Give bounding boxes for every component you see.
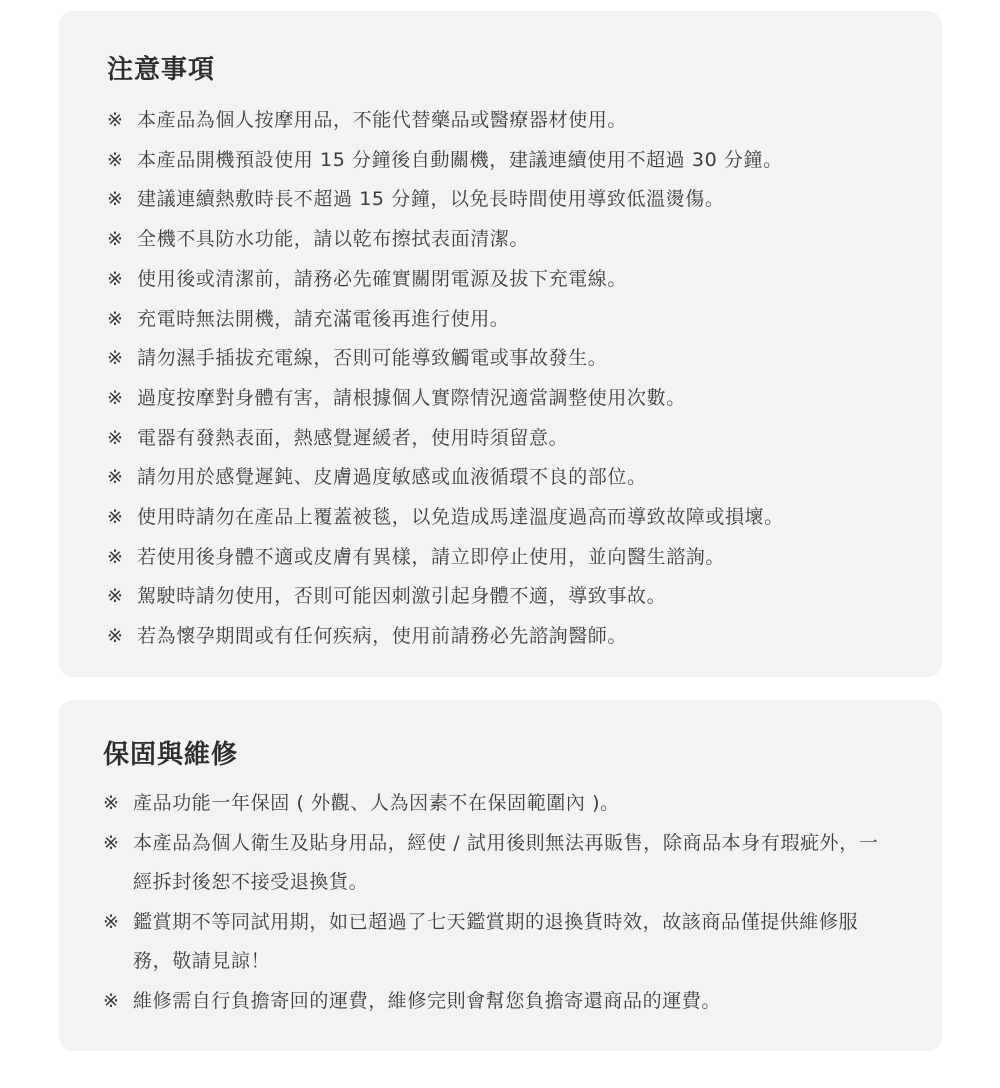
reference-mark-icon: ※ bbox=[107, 267, 124, 290]
notes-card bbox=[59, 11, 942, 677]
list-item bbox=[107, 141, 882, 181]
reference-mark-icon: ※ bbox=[107, 545, 124, 568]
warranty-list bbox=[103, 784, 886, 1021]
list-item-text: 若為懷孕期間或有任何疾病，使用前請務必先諮詢醫師。 bbox=[137, 625, 628, 648]
reference-mark-icon: ※ bbox=[107, 228, 124, 251]
reference-mark-icon: ※ bbox=[107, 506, 124, 529]
warranty-card bbox=[59, 700, 942, 1051]
list-item-text: 請勿濕手插拔充電線，否則可能導致觸電或事故發生。 bbox=[137, 347, 608, 370]
list-item-text: 充電時無法開機，請充滿電後再進行使用。 bbox=[137, 307, 510, 330]
list-item-text: 請勿用於感覺遲鈍、皮膚過度敏感或血液循環不良的部位。 bbox=[137, 466, 647, 489]
warranty-title: 保固與維修 bbox=[103, 740, 239, 770]
reference-mark-icon: ※ bbox=[107, 585, 124, 608]
reference-mark-icon: ※ bbox=[107, 386, 124, 409]
list-item bbox=[107, 617, 882, 657]
list-item bbox=[107, 458, 882, 498]
list-item-text: 若使用後身體不適或皮膚有異樣，請立即停止使用，並向醫生諮詢。 bbox=[137, 545, 726, 568]
list-item bbox=[107, 339, 882, 379]
reference-mark-icon: ※ bbox=[103, 989, 120, 1012]
list-item-text: 維修需自行負擔寄回的運費，維修完則會幫您負擔寄還商品的運費。 bbox=[133, 989, 722, 1012]
reference-mark-icon: ※ bbox=[103, 831, 120, 854]
list-item bbox=[103, 903, 886, 982]
list-item bbox=[107, 300, 882, 340]
reference-mark-icon: ※ bbox=[107, 148, 124, 171]
list-item bbox=[107, 180, 882, 220]
notes-title: 注意事項 bbox=[107, 55, 216, 85]
notes-list bbox=[107, 101, 882, 657]
reference-mark-icon: ※ bbox=[107, 466, 124, 489]
reference-mark-icon: ※ bbox=[107, 307, 124, 330]
list-item bbox=[107, 498, 882, 538]
reference-mark-icon: ※ bbox=[103, 910, 120, 933]
list-item-text: 全機不具防水功能，請以乾布擦拭表面清潔。 bbox=[137, 228, 530, 251]
list-item-text: 使用時請勿在產品上覆蓋被毯，以免造成馬達溫度過高而導致故障或損壞。 bbox=[137, 506, 784, 529]
list-item-text: 本產品為個人按摩用品，不能代替藥品或醫療器材使用。 bbox=[137, 109, 628, 131]
reference-mark-icon: ※ bbox=[107, 188, 124, 211]
list-item-text: 電器有發熱表面，熱感覺遲緩者，使用時須留意。 bbox=[137, 426, 569, 449]
list-item bbox=[107, 538, 882, 578]
list-item bbox=[107, 220, 882, 260]
list-item-text: 駕駛時請勿使用，否則可能因刺激引起身體不適，導致事故。 bbox=[137, 585, 667, 608]
list-item bbox=[103, 982, 886, 1022]
reference-mark-icon: ※ bbox=[107, 426, 124, 449]
list-item-text: 建議連續熱敷時長不超過 15 分鐘，以免長時間使用導致低溫燙傷。 bbox=[137, 188, 725, 211]
list-item-text: 過度按摩對身體有害，請根據個人實際情況適當調整使用次數。 bbox=[137, 386, 686, 409]
reference-mark-icon: ※ bbox=[107, 347, 124, 370]
list-item bbox=[107, 260, 882, 300]
reference-mark-icon: ※ bbox=[107, 625, 124, 648]
list-item bbox=[107, 419, 882, 459]
list-item-text: 產品功能一年保固 ( 外觀、人為因素不在保固範圍內 )。 bbox=[133, 792, 620, 814]
list-item bbox=[107, 101, 882, 141]
list-item-text: 本產品為個人衛生及貼身用品，經使 / 試用後則無法再販售，除商品本身有瑕疵外，一經拆封後恕不接受退換貨。 bbox=[133, 831, 879, 893]
list-item-text: 本產品開機預設使用 15 分鐘後自動關機，建議連續使用不超過 30 分鐘。 bbox=[137, 148, 783, 171]
reference-mark-icon: ※ bbox=[103, 792, 120, 814]
list-item bbox=[107, 379, 882, 419]
list-item-text: 使用後或清潔前，請務必先確實關閉電源及拔下充電線。 bbox=[137, 267, 628, 290]
reference-mark-icon: ※ bbox=[107, 109, 124, 131]
list-item bbox=[103, 784, 886, 824]
list-item bbox=[107, 577, 882, 617]
list-item-text: 鑑賞期不等同試用期，如已超過了七天鑑賞期的退換貨時效，故該商品僅提供維修服務，敬請見諒！ bbox=[133, 910, 859, 972]
list-item bbox=[103, 824, 886, 903]
